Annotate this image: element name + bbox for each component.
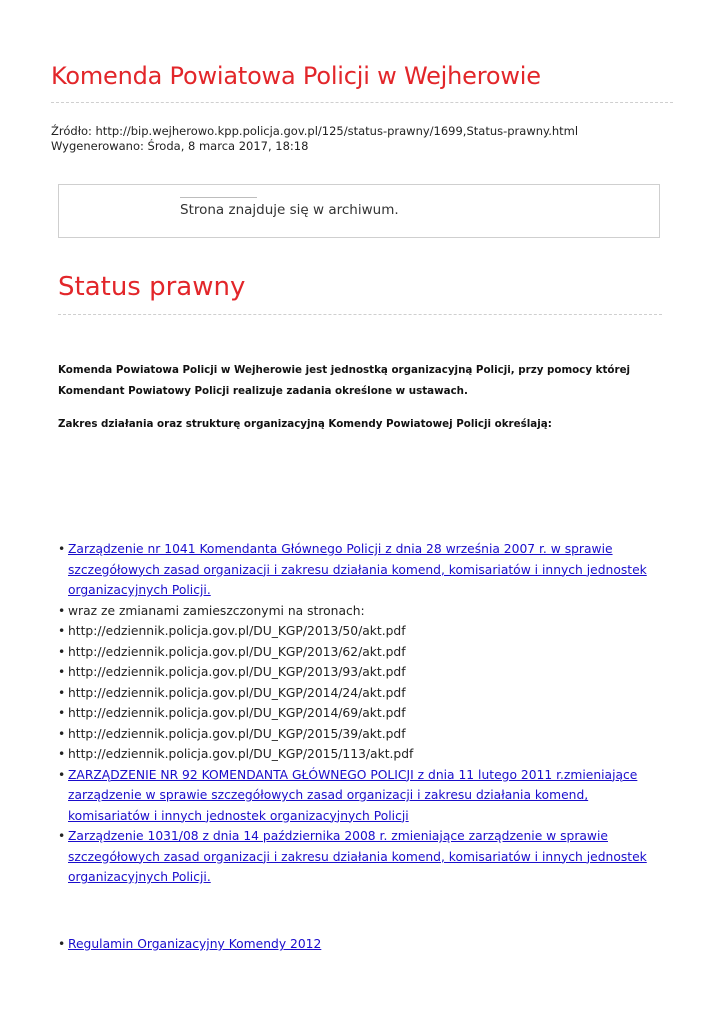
list-item: [58, 539, 658, 601]
archive-notice-box: [58, 184, 660, 238]
list-item: [58, 765, 658, 827]
document-link[interactable]: ZARZĄDZENIE NR 92 KOMENDANTA GŁÓWNEGO POLICJI z dnia 11 lutego 2011 r.zmieniające zarządzenie w sprawie szczegółowych zasad organizacji i zakresu działania komend, komisariatów i innych jednostek organizacyjnych Policji: [68, 767, 638, 823]
list-item: [58, 724, 658, 745]
list-item: [58, 601, 658, 622]
list-item-text: http://edziennik.policja.gov.pl/DU_KGP/2014/69/akt.pdf: [68, 706, 406, 720]
list-item: [58, 642, 658, 663]
document-link[interactable]: Zarządzenie nr 1041 Komendanta Głównego Policji z dnia 28 września 2007 r. w sprawie szczegółowych zasad organizacji i zakresu działania komend, komisariatów i innych jednostek organizacyjnych Policji.: [68, 542, 647, 597]
list-item: [58, 662, 658, 683]
source-line: Źródło: http://bip.wejherowo.kpp.policja.gov.pl/125/status-prawny/1699,Status-prawny.html: [51, 124, 579, 138]
archive-divider: [180, 197, 257, 198]
scope-paragraph: Zakres działania oraz strukturę organizacyjną Komendy Powiatowej Policji określają:: [58, 418, 552, 430]
list-item: [58, 826, 658, 888]
list-item: [58, 621, 658, 642]
list-item-text: wraz ze zmianami zamieszczonymi na stronach:: [68, 603, 365, 618]
list-item-text: http://edziennik.policja.gov.pl/DU_KGP/2013/62/akt.pdf: [68, 644, 406, 659]
list-item-text: http://edziennik.policja.gov.pl/DU_KGP/2014/24/akt.pdf: [68, 685, 406, 700]
regulations-list: [58, 539, 658, 888]
list-item: [58, 744, 658, 765]
list-item: [58, 683, 658, 704]
page-title: Status prawny: [58, 272, 662, 315]
site-title: Komenda Powiatowa Policji w Wejherowie: [51, 62, 673, 103]
list-item-text: http://edziennik.policja.gov.pl/DU_KGP/2013/93/akt.pdf: [68, 665, 406, 679]
regulamin-list: [58, 934, 658, 955]
document-meta: [51, 124, 578, 154]
archive-notice: Strona znajduje się w archiwum.: [180, 202, 399, 218]
document-link[interactable]: Regulamin Organizacyjny Komendy 2012: [68, 937, 322, 951]
list-item-text: http://edziennik.policja.gov.pl/DU_KGP/2015/113/akt.pdf: [68, 747, 414, 761]
list-item: [58, 703, 658, 724]
generated-line: Wygenerowano: Środa, 8 marca 2017, 18:18: [51, 139, 309, 153]
intro-paragraph: Komenda Powiatowa Policji w Wejherowie jest jednostką organizacyjną Policji, przy pomocy której Komendant Powiatowy Policji realizuje zadania określone w ustawach.: [58, 364, 631, 397]
document-link[interactable]: Zarządzenie 1031/08 z dnia 14 października 2008 r. zmieniające zarządzenie w sprawie szczegółowych zasad organizacji i zakresu działania komend, komisariatów i innych jednostek organizacyjnych Policji.: [68, 829, 647, 884]
list-item-text: http://edziennik.policja.gov.pl/DU_KGP/2013/50/akt.pdf: [68, 624, 406, 638]
list-item-text: http://edziennik.policja.gov.pl/DU_KGP/2015/39/akt.pdf: [68, 726, 406, 741]
list-item: [58, 934, 658, 955]
